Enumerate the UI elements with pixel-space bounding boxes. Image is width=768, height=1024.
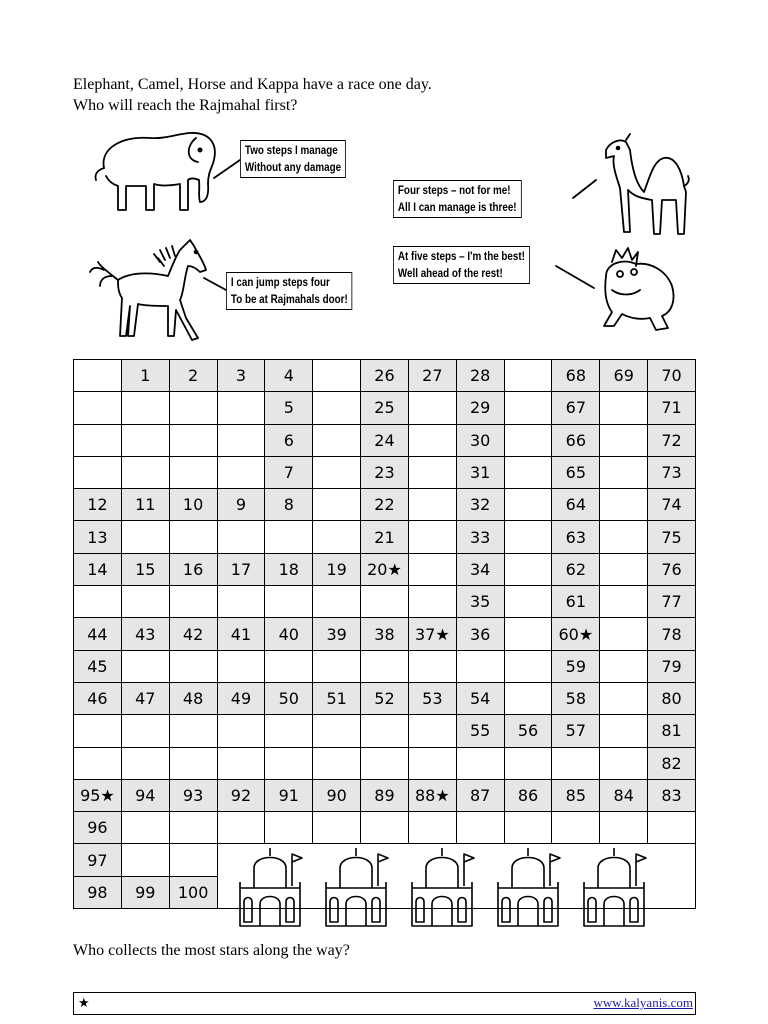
board-cell: 44 xyxy=(74,618,122,650)
board-cell: 59 xyxy=(552,650,600,682)
board-cell xyxy=(504,618,552,650)
board-cell: 88★ xyxy=(408,779,456,811)
elephant-drawing xyxy=(95,133,214,210)
board-cell: 100 xyxy=(169,876,217,908)
board-row xyxy=(74,586,696,618)
board-cell xyxy=(600,392,648,424)
board-cell: 51 xyxy=(313,682,361,714)
board-cell: 72 xyxy=(648,424,696,456)
board-cell: 87 xyxy=(456,779,504,811)
board-cell xyxy=(504,650,552,682)
board-cell: 66 xyxy=(552,424,600,456)
board-cell: 62 xyxy=(552,553,600,585)
board-cell: 13 xyxy=(74,521,122,553)
board-cell: 2 xyxy=(169,360,217,392)
board-cell xyxy=(504,489,552,521)
camel-speech-bubble xyxy=(393,180,522,218)
board-cell xyxy=(265,521,313,553)
board-cell xyxy=(169,392,217,424)
board-cell: 75 xyxy=(648,521,696,553)
board-cell xyxy=(217,586,265,618)
board-cell: 42 xyxy=(169,618,217,650)
board-cell xyxy=(313,456,361,488)
kappa-line-1: At five steps – I'm the best! xyxy=(397,249,525,263)
footer-star-icon: ★ xyxy=(78,995,90,1010)
board-cell xyxy=(121,521,169,553)
board-cell: 26 xyxy=(361,360,409,392)
board-row xyxy=(74,553,696,585)
board-cell: 86 xyxy=(504,779,552,811)
board-cell: 11 xyxy=(121,489,169,521)
board-cell xyxy=(265,586,313,618)
board-cell: 50 xyxy=(265,682,313,714)
board-cell: 27 xyxy=(408,360,456,392)
board-cell: 19 xyxy=(313,553,361,585)
footer-bar xyxy=(73,992,696,1015)
board-cell xyxy=(169,424,217,456)
board-cell: 91 xyxy=(265,779,313,811)
board-cell xyxy=(504,586,552,618)
board-cell: 3 xyxy=(217,360,265,392)
stars-question: Who collects the most stars along the way? xyxy=(73,942,350,959)
board-cell: 73 xyxy=(648,456,696,488)
board-cell xyxy=(600,489,648,521)
board-cell: 81 xyxy=(648,715,696,747)
board-cell xyxy=(408,456,456,488)
board-row xyxy=(74,779,696,811)
board-cell xyxy=(121,392,169,424)
kappa-line-2: Well ahead of the rest! xyxy=(397,266,503,280)
board-cell xyxy=(313,586,361,618)
board-cell: 37★ xyxy=(408,618,456,650)
board-cell: 53 xyxy=(408,682,456,714)
board-cell xyxy=(408,747,456,779)
board-cell xyxy=(408,521,456,553)
board-row xyxy=(74,650,696,682)
board-cell: 35 xyxy=(456,586,504,618)
elephant-line-2: Without any damage xyxy=(244,160,342,174)
horse-drawing xyxy=(90,240,206,340)
board-cell: 31 xyxy=(456,456,504,488)
board-cell xyxy=(504,812,552,844)
elephant-speech-bubble xyxy=(240,140,346,178)
board-cell: 18 xyxy=(265,553,313,585)
board-cell xyxy=(121,650,169,682)
board-row xyxy=(74,844,696,876)
board-cell: 76 xyxy=(648,553,696,585)
board-cell xyxy=(265,812,313,844)
board-cell: 9 xyxy=(217,489,265,521)
palace-area xyxy=(217,844,695,909)
board-cell xyxy=(121,844,169,876)
board-cell xyxy=(169,456,217,488)
board-cell xyxy=(313,424,361,456)
board-row xyxy=(74,618,696,650)
board-cell: 58 xyxy=(552,682,600,714)
board-cell xyxy=(600,650,648,682)
board-cell: 46 xyxy=(74,682,122,714)
board-cell xyxy=(169,650,217,682)
board-cell: 67 xyxy=(552,392,600,424)
board-cell xyxy=(504,747,552,779)
board-cell: 7 xyxy=(265,456,313,488)
board-cell: 56 xyxy=(504,715,552,747)
board-row xyxy=(74,456,696,488)
board-cell xyxy=(408,392,456,424)
board-cell: 10 xyxy=(169,489,217,521)
board-row xyxy=(74,682,696,714)
board-cell xyxy=(361,650,409,682)
board-cell: 69 xyxy=(600,360,648,392)
board-cell: 98 xyxy=(74,876,122,908)
board-cell: 93 xyxy=(169,779,217,811)
board-cell xyxy=(169,812,217,844)
board-cell xyxy=(456,812,504,844)
horse-line-1: I can jump steps four xyxy=(230,275,330,289)
animal-illustrations xyxy=(0,0,768,360)
board-cell: 70 xyxy=(648,360,696,392)
board-cell: 40 xyxy=(265,618,313,650)
elephant-line-1: Two steps I manage xyxy=(244,143,338,157)
board-cell: 33 xyxy=(456,521,504,553)
board-cell xyxy=(169,715,217,747)
board-cell xyxy=(504,424,552,456)
board-cell xyxy=(121,586,169,618)
board-cell xyxy=(313,715,361,747)
board-cell xyxy=(408,715,456,747)
board-cell: 68 xyxy=(552,360,600,392)
board-cell xyxy=(600,456,648,488)
kalyanis-link[interactable]: www.kalyanis.com xyxy=(593,995,693,1010)
board-cell: 83 xyxy=(648,779,696,811)
board-cell: 24 xyxy=(361,424,409,456)
board-cell xyxy=(600,618,648,650)
board-cell xyxy=(600,553,648,585)
board-cell xyxy=(74,715,122,747)
board-cell: 1 xyxy=(121,360,169,392)
board-row xyxy=(74,392,696,424)
board-cell xyxy=(600,424,648,456)
board-cell xyxy=(169,586,217,618)
kappa-drawing xyxy=(604,248,674,330)
board-cell: 30 xyxy=(456,424,504,456)
board-cell xyxy=(265,650,313,682)
board-cell: 34 xyxy=(456,553,504,585)
board-cell: 23 xyxy=(361,456,409,488)
intro-line-1: Elephant, Camel, Horse and Kappa have a race one day. xyxy=(73,76,432,93)
kappa-speech-bubble xyxy=(393,246,530,284)
intro-line-2: Who will reach the Rajmahal first? xyxy=(73,97,298,114)
board-cell xyxy=(648,812,696,844)
board-cell: 25 xyxy=(361,392,409,424)
board-cell: 43 xyxy=(121,618,169,650)
board-cell xyxy=(504,360,552,392)
board-cell: 16 xyxy=(169,553,217,585)
camel-line-1: Four steps – not for me! xyxy=(397,183,511,197)
board-cell xyxy=(456,650,504,682)
board-cell xyxy=(121,424,169,456)
board-cell: 48 xyxy=(169,682,217,714)
camel-drawing xyxy=(606,134,689,234)
horse-line-2: To be at Rajmahals door! xyxy=(230,292,348,306)
board-cell: 90 xyxy=(313,779,361,811)
board-cell xyxy=(217,424,265,456)
board-row xyxy=(74,489,696,521)
board-cell xyxy=(313,489,361,521)
board-cell xyxy=(265,747,313,779)
board-cell: 79 xyxy=(648,650,696,682)
board-cell xyxy=(552,747,600,779)
race-board xyxy=(73,359,696,909)
board-cell: 97 xyxy=(74,844,122,876)
board-cell: 21 xyxy=(361,521,409,553)
board-row xyxy=(74,715,696,747)
board-cell: 96 xyxy=(74,812,122,844)
board-cell: 36 xyxy=(456,618,504,650)
board-cell xyxy=(74,456,122,488)
board-cell: 4 xyxy=(265,360,313,392)
board-cell xyxy=(313,812,361,844)
board-cell: 5 xyxy=(265,392,313,424)
board-cell: 85 xyxy=(552,779,600,811)
board-cell xyxy=(169,844,217,876)
board-cell xyxy=(217,715,265,747)
board-cell xyxy=(361,715,409,747)
board-cell: 84 xyxy=(600,779,648,811)
board-cell xyxy=(408,812,456,844)
board-cell: 82 xyxy=(648,747,696,779)
board-row xyxy=(74,521,696,553)
board-cell: 49 xyxy=(217,682,265,714)
board-cell xyxy=(313,521,361,553)
board-cell: 92 xyxy=(217,779,265,811)
board-cell xyxy=(408,489,456,521)
board-cell: 28 xyxy=(456,360,504,392)
board-cell: 71 xyxy=(648,392,696,424)
board-cell xyxy=(504,682,552,714)
board-cell xyxy=(361,812,409,844)
board-cell xyxy=(217,650,265,682)
board-cell: 12 xyxy=(74,489,122,521)
board-cell xyxy=(217,456,265,488)
board-cell: 45 xyxy=(74,650,122,682)
board-cell xyxy=(74,392,122,424)
board-cell xyxy=(504,553,552,585)
horse-speech-bubble xyxy=(226,272,353,310)
board-cell: 95★ xyxy=(74,779,122,811)
board-cell: 61 xyxy=(552,586,600,618)
board-row xyxy=(74,812,696,844)
board-cell xyxy=(552,812,600,844)
board-cell: 57 xyxy=(552,715,600,747)
board-cell xyxy=(600,521,648,553)
board-cell: 39 xyxy=(313,618,361,650)
board-cell xyxy=(313,392,361,424)
board-cell xyxy=(600,747,648,779)
board-cell xyxy=(408,553,456,585)
camel-line-2: All I can manage is three! xyxy=(397,200,517,214)
board-cell xyxy=(313,747,361,779)
board-cell xyxy=(121,456,169,488)
board-cell xyxy=(361,747,409,779)
board-cell xyxy=(600,812,648,844)
board-cell xyxy=(121,715,169,747)
board-cell xyxy=(600,682,648,714)
board-cell xyxy=(74,424,122,456)
board-cell xyxy=(408,586,456,618)
board-cell: 94 xyxy=(121,779,169,811)
board-cell: 80 xyxy=(648,682,696,714)
board-row xyxy=(74,747,696,779)
board-cell xyxy=(217,812,265,844)
board-cell: 77 xyxy=(648,586,696,618)
board-cell xyxy=(169,521,217,553)
board-cell xyxy=(361,586,409,618)
board-cell xyxy=(121,812,169,844)
board-cell xyxy=(74,360,122,392)
board-cell: 78 xyxy=(648,618,696,650)
board-cell xyxy=(504,521,552,553)
board-cell: 64 xyxy=(552,489,600,521)
board-cell xyxy=(456,747,504,779)
board-cell xyxy=(217,747,265,779)
board-cell xyxy=(408,650,456,682)
board-cell: 14 xyxy=(74,553,122,585)
board-row xyxy=(74,360,696,392)
board-cell: 63 xyxy=(552,521,600,553)
board-cell xyxy=(504,392,552,424)
board-cell: 99 xyxy=(121,876,169,908)
board-cell xyxy=(600,715,648,747)
board-cell xyxy=(169,747,217,779)
board-cell: 20★ xyxy=(361,553,409,585)
board-cell xyxy=(121,747,169,779)
board-cell: 52 xyxy=(361,682,409,714)
board-cell: 74 xyxy=(648,489,696,521)
board-cell: 38 xyxy=(361,618,409,650)
board-cell: 8 xyxy=(265,489,313,521)
board-cell: 47 xyxy=(121,682,169,714)
board-cell xyxy=(313,360,361,392)
board-cell: 41 xyxy=(217,618,265,650)
board-cell xyxy=(504,456,552,488)
board-cell xyxy=(217,521,265,553)
board-cell xyxy=(313,650,361,682)
board-cell xyxy=(265,715,313,747)
board-cell: 17 xyxy=(217,553,265,585)
board-cell: 60★ xyxy=(552,618,600,650)
board-cell: 6 xyxy=(265,424,313,456)
board-cell: 32 xyxy=(456,489,504,521)
board-cell xyxy=(74,586,122,618)
board-cell: 89 xyxy=(361,779,409,811)
board-cell: 29 xyxy=(456,392,504,424)
board-row xyxy=(74,424,696,456)
board-cell: 65 xyxy=(552,456,600,488)
board-cell: 55 xyxy=(456,715,504,747)
board-cell: 15 xyxy=(121,553,169,585)
board-cell xyxy=(408,424,456,456)
board-cell xyxy=(600,586,648,618)
board-cell xyxy=(217,392,265,424)
board-cell: 54 xyxy=(456,682,504,714)
board-cell xyxy=(74,747,122,779)
board-cell: 22 xyxy=(361,489,409,521)
